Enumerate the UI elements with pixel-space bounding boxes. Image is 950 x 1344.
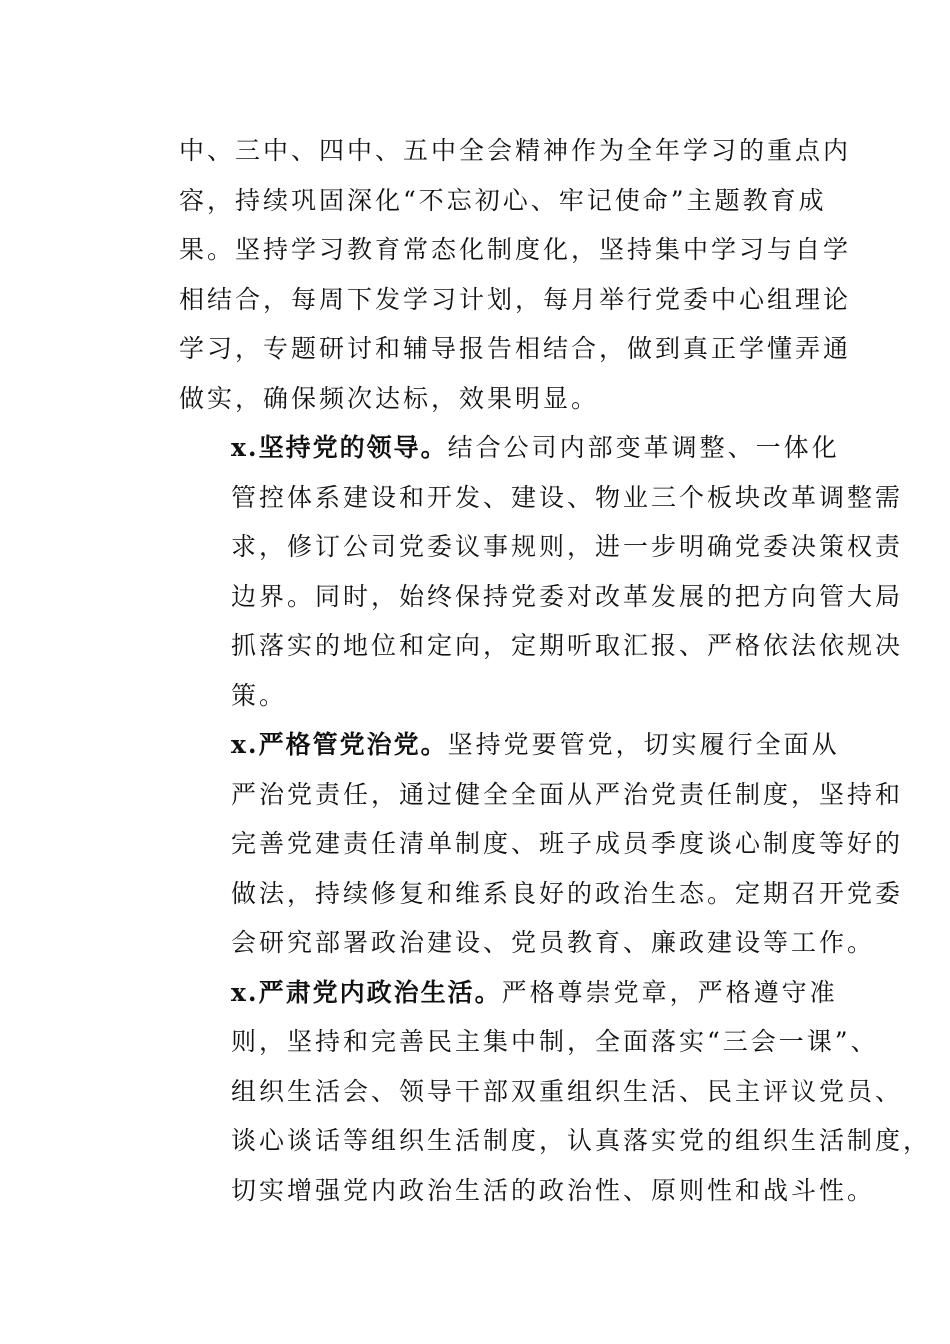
text-line: 会研究部署政治建设、党员教育、廉政建设等工作。 (231, 928, 876, 957)
text-run: 结合公司内部变革调整、一体化 (447, 433, 840, 462)
text-line: 组织生活会、领导干部双重组织生活、民主评议党员、 (231, 1076, 904, 1106)
paragraph-strict-governance (179, 720, 904, 968)
text-line: 谈心谈话等组织生活制度，认真落实党的组织生活制度， (231, 1126, 932, 1155)
text-line: 管控体系建设和开发、建设、物业三个板块改革调整需 (231, 482, 904, 512)
text-line: 边界。同时，始终保持党委对改革发展的把方向管大局 (231, 581, 904, 611)
text-line: 做法，持续修复和维系良好的政治生态。定期召开党委 (231, 878, 904, 908)
document-body (179, 126, 932, 1215)
text-line: 学习，专题研讨和辅导报告相结合，做到真正学懂弄通 (179, 334, 852, 363)
paragraph-heading: x.严肃党内政治生活。 (231, 977, 502, 1007)
paragraph-study (179, 126, 852, 423)
text-line: 完善党建责任清单制度、班子成员季度谈心制度等好的 (231, 829, 904, 858)
paragraph-political-life (179, 968, 932, 1216)
text-line: 切实增强党内政治生活的政治性、原则性和战斗性。 (231, 1175, 876, 1205)
text-line: 中、三中、四中、五中全会精神作为全年学习的重点内 (179, 136, 852, 165)
text-line: 相结合，每周下发学习计划，每月举行党委中心组理论 (179, 284, 852, 314)
text-line: 容，持续巩固深化“不忘初心、牢记使命”主题教育成 (179, 185, 827, 215)
paragraph-first-line (179, 968, 838, 1018)
paragraph-party-leadership (179, 423, 904, 720)
text-line: 果。坚持学习教育常态化制度化，坚持集中学习与自学 (179, 235, 852, 264)
paragraph-heading: x.严格管党治党。 (231, 730, 448, 759)
text-run: 坚持党要管党，切实履行全面从 (447, 730, 840, 759)
paragraph-heading: x.坚持党的领导。 (231, 433, 448, 462)
text-line: 做实，确保频次达标，效果明显。 (179, 383, 600, 413)
paragraph-first-line (179, 720, 840, 770)
text-line: 则，坚持和完善民主集中制，全面落实“三会一课”、 (231, 1027, 879, 1056)
text-line: 抓落实的地位和定向，定期听取汇报、严格依法依规决 (231, 631, 904, 660)
text-line: 求，修订公司党委议事规则，进一步明确党委决策权责 (231, 532, 904, 561)
text-run: 严格尊崇党章，严格遵守准 (501, 977, 838, 1007)
text-line: 策。 (231, 680, 288, 710)
text-line: 严治党责任，通过健全全面从严治党责任制度，坚持和 (231, 779, 904, 809)
paragraph-first-line (179, 423, 840, 473)
